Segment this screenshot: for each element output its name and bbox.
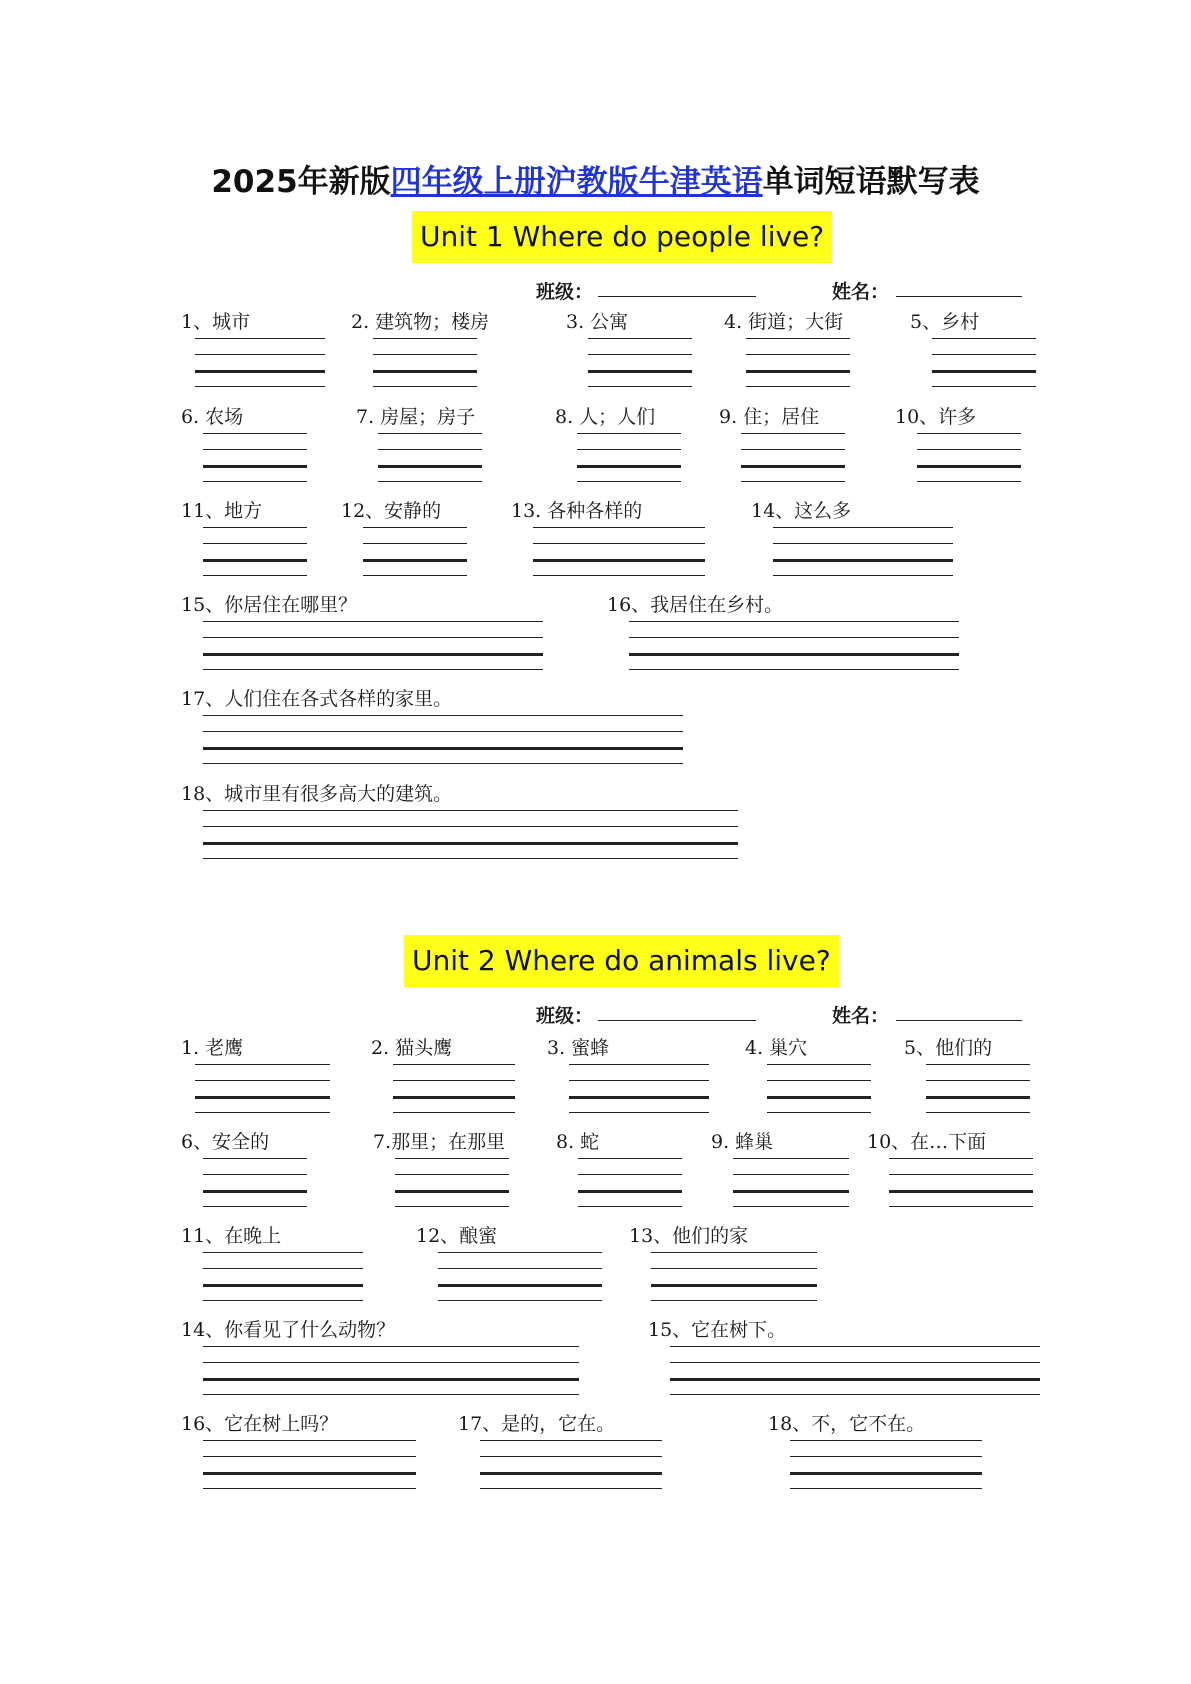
item-label: 1. 老鹰: [181, 1037, 244, 1059]
item-label: 5、他们的: [904, 1037, 993, 1059]
writing-line[interactable]: [480, 1472, 662, 1475]
writing-line[interactable]: [533, 559, 705, 562]
writing-line[interactable]: [741, 465, 845, 468]
writing-line[interactable]: [203, 1346, 579, 1347]
writing-line[interactable]: [203, 1440, 416, 1441]
item-label: 2. 猫头鹰: [371, 1037, 453, 1059]
writing-line[interactable]: [651, 1252, 817, 1253]
writing-line[interactable]: [203, 1488, 416, 1489]
item-label: 8. 蛇: [556, 1131, 600, 1153]
writing-line[interactable]: [203, 1268, 363, 1269]
item-label: 1、城市: [181, 311, 251, 333]
item-label: 4. 巢穴: [745, 1037, 808, 1059]
writing-line[interactable]: [651, 1284, 817, 1287]
item-label: 7. 房屋；房子: [356, 406, 476, 428]
writing-line[interactable]: [577, 465, 681, 468]
writing-line[interactable]: [393, 1112, 515, 1113]
writing-line[interactable]: [733, 1190, 849, 1193]
item-label: 10、许多: [895, 406, 977, 428]
writing-line[interactable]: [917, 433, 1021, 434]
unit-2-heading: Unit 2 Where do animals live?: [404, 935, 839, 987]
writing-line[interactable]: [577, 481, 681, 482]
writing-line[interactable]: [629, 637, 959, 638]
writing-line[interactable]: [203, 715, 683, 716]
item-label: 13. 各种各样的: [511, 500, 643, 522]
item-label: 15、它在树下。: [648, 1319, 787, 1341]
item-label: 7.那里；在那里: [373, 1131, 506, 1153]
item-label: 9. 蜂巢: [711, 1131, 774, 1153]
item-label: 5、乡村: [910, 311, 980, 333]
writing-line[interactable]: [670, 1362, 1040, 1363]
writing-line[interactable]: [203, 1394, 579, 1395]
unit-1-name-blank[interactable]: [896, 296, 1022, 297]
writing-line[interactable]: [363, 527, 467, 528]
writing-line[interactable]: [203, 527, 307, 528]
writing-line[interactable]: [363, 543, 467, 544]
writing-line[interactable]: [932, 354, 1036, 355]
writing-line[interactable]: [395, 1174, 509, 1175]
writing-line[interactable]: [926, 1080, 1030, 1081]
writing-line[interactable]: [203, 1284, 363, 1287]
writing-line[interactable]: [203, 1378, 579, 1381]
item-label: 14、这么多: [751, 500, 852, 522]
item-label: 16、它在树上吗？: [181, 1413, 339, 1435]
writing-line[interactable]: [733, 1174, 849, 1175]
page-title: [0, 156, 1191, 201]
writing-line[interactable]: [480, 1488, 662, 1489]
writing-line[interactable]: [195, 1080, 330, 1081]
item-label: 6. 农场: [181, 406, 244, 428]
writing-line[interactable]: [393, 1064, 515, 1065]
item-label: 18、不，它不在。: [768, 1413, 926, 1435]
item-label: 15、你居住在哪里？: [181, 594, 358, 616]
writing-line[interactable]: [926, 1064, 1030, 1065]
writing-line[interactable]: [480, 1440, 662, 1441]
item-label: 6、安全的: [181, 1131, 270, 1153]
writing-line[interactable]: [926, 1112, 1030, 1113]
writing-line[interactable]: [670, 1394, 1040, 1395]
writing-line[interactable]: [203, 481, 307, 482]
writing-line[interactable]: [393, 1080, 515, 1081]
writing-line[interactable]: [373, 338, 477, 339]
title-link[interactable]: 四年级上册沪教版牛津英语: [390, 164, 763, 200]
item-label: 17、人们住在各式各样的家里。: [181, 688, 453, 710]
writing-line[interactable]: [569, 1080, 709, 1081]
writing-line[interactable]: [578, 1158, 682, 1159]
writing-line[interactable]: [363, 575, 467, 576]
item-label: 12、安静的: [341, 500, 442, 522]
writing-line[interactable]: [773, 575, 953, 576]
writing-line[interactable]: [203, 1362, 579, 1363]
unit-2-class-label: 班级：: [536, 1005, 594, 1027]
writing-line[interactable]: [203, 653, 543, 656]
item-label: 12、酿蜜: [416, 1225, 498, 1247]
writing-line[interactable]: [203, 731, 683, 732]
writing-line[interactable]: [203, 1206, 307, 1207]
writing-line[interactable]: [588, 386, 692, 387]
unit-1-class-label: 班级：: [536, 281, 594, 303]
writing-line[interactable]: [203, 575, 307, 576]
writing-line[interactable]: [569, 1064, 709, 1065]
item-label: 3. 公寓: [566, 311, 629, 333]
writing-line[interactable]: [588, 338, 692, 339]
writing-line[interactable]: [203, 1252, 363, 1253]
writing-line[interactable]: [203, 559, 307, 562]
writing-line[interactable]: [889, 1158, 1033, 1159]
writing-line[interactable]: [195, 370, 325, 373]
writing-line[interactable]: [926, 1096, 1030, 1099]
writing-line[interactable]: [578, 1174, 682, 1175]
writing-line[interactable]: [438, 1300, 602, 1301]
writing-line[interactable]: [378, 433, 482, 434]
writing-line[interactable]: [395, 1206, 509, 1207]
writing-line[interactable]: [203, 858, 738, 859]
item-label: 10、在…下面: [867, 1131, 987, 1153]
writing-line[interactable]: [773, 559, 953, 562]
writing-line[interactable]: [629, 653, 959, 656]
writing-line[interactable]: [203, 810, 738, 811]
writing-line[interactable]: [195, 338, 325, 339]
unit-2-name-label: 姓名：: [832, 1005, 890, 1027]
writing-line[interactable]: [889, 1190, 1033, 1193]
writing-line[interactable]: [203, 747, 683, 750]
writing-line[interactable]: [195, 354, 325, 355]
writing-line[interactable]: [533, 575, 705, 576]
writing-line[interactable]: [395, 1190, 509, 1193]
writing-line[interactable]: [438, 1284, 602, 1287]
unit-1-name-label: 姓名：: [832, 281, 890, 303]
writing-line[interactable]: [790, 1488, 982, 1489]
writing-line[interactable]: [395, 1158, 509, 1159]
writing-line[interactable]: [746, 354, 850, 355]
writing-line[interactable]: [378, 481, 482, 482]
unit-2-name-blank[interactable]: [896, 1020, 1022, 1021]
writing-line[interactable]: [203, 621, 543, 622]
writing-line[interactable]: [670, 1378, 1040, 1381]
writing-line[interactable]: [363, 559, 467, 562]
title-prefix: 2025年新版: [211, 164, 391, 200]
writing-line[interactable]: [577, 433, 681, 434]
writing-line[interactable]: [203, 449, 307, 450]
writing-line[interactable]: [917, 449, 1021, 450]
writing-line[interactable]: [917, 481, 1021, 482]
writing-line[interactable]: [203, 1174, 307, 1175]
writing-line[interactable]: [203, 1158, 307, 1159]
writing-line[interactable]: [733, 1206, 849, 1207]
writing-line[interactable]: [932, 386, 1036, 387]
writing-line[interactable]: [746, 338, 850, 339]
item-label: 4. 街道；大街: [724, 311, 844, 333]
item-label: 2. 建筑物；楼房: [351, 311, 490, 333]
writing-line[interactable]: [889, 1174, 1033, 1175]
writing-line[interactable]: [373, 386, 477, 387]
writing-line[interactable]: [767, 1080, 871, 1081]
writing-line[interactable]: [373, 370, 477, 373]
writing-line[interactable]: [741, 433, 845, 434]
writing-line[interactable]: [746, 370, 850, 373]
writing-line[interactable]: [767, 1112, 871, 1113]
writing-line[interactable]: [203, 433, 307, 434]
writing-line[interactable]: [790, 1456, 982, 1457]
writing-line[interactable]: [773, 543, 953, 544]
writing-line[interactable]: [533, 527, 705, 528]
writing-line[interactable]: [790, 1440, 982, 1441]
item-label: 11、在晚上: [181, 1225, 282, 1247]
unit-1-heading: Unit 1 Where do people live?: [412, 211, 832, 263]
writing-line[interactable]: [917, 465, 1021, 468]
writing-line[interactable]: [932, 338, 1036, 339]
writing-line[interactable]: [651, 1300, 817, 1301]
item-label: 8. 人；人们: [555, 406, 656, 428]
writing-line[interactable]: [889, 1206, 1033, 1207]
writing-line[interactable]: [578, 1206, 682, 1207]
writing-line[interactable]: [203, 1190, 307, 1193]
unit-1-class-blank[interactable]: [598, 296, 756, 297]
writing-line[interactable]: [203, 1456, 416, 1457]
writing-line[interactable]: [670, 1346, 1040, 1347]
writing-line[interactable]: [195, 1064, 330, 1065]
writing-line[interactable]: [203, 637, 543, 638]
writing-line[interactable]: [378, 449, 482, 450]
writing-line[interactable]: [438, 1252, 602, 1253]
writing-line[interactable]: [569, 1096, 709, 1099]
writing-line[interactable]: [651, 1268, 817, 1269]
item-label: 9. 住；居住: [719, 406, 820, 428]
title-suffix: 单词短语默写表: [762, 164, 980, 200]
writing-line[interactable]: [733, 1158, 849, 1159]
writing-line[interactable]: [790, 1472, 982, 1475]
writing-line[interactable]: [578, 1190, 682, 1193]
writing-line[interactable]: [203, 465, 307, 468]
writing-line[interactable]: [932, 370, 1036, 373]
item-label: 17、是的，它在。: [458, 1413, 616, 1435]
writing-line[interactable]: [588, 354, 692, 355]
writing-line[interactable]: [195, 1096, 330, 1099]
writing-line[interactable]: [767, 1096, 871, 1099]
writing-line[interactable]: [203, 669, 543, 670]
writing-line[interactable]: [629, 621, 959, 622]
writing-line[interactable]: [480, 1456, 662, 1457]
writing-line[interactable]: [746, 386, 850, 387]
item-label: 14、你看见了什么动物？: [181, 1319, 396, 1341]
writing-line[interactable]: [203, 826, 738, 827]
writing-line[interactable]: [378, 465, 482, 468]
writing-line[interactable]: [533, 543, 705, 544]
writing-line[interactable]: [203, 842, 738, 845]
writing-line[interactable]: [203, 1472, 416, 1475]
writing-line[interactable]: [203, 1300, 363, 1301]
writing-line[interactable]: [741, 449, 845, 450]
writing-line[interactable]: [569, 1112, 709, 1113]
unit-2-class-blank[interactable]: [598, 1020, 756, 1021]
item-label: 13、他们的家: [629, 1225, 749, 1247]
writing-line[interactable]: [773, 527, 953, 528]
writing-line[interactable]: [629, 669, 959, 670]
writing-line[interactable]: [438, 1268, 602, 1269]
writing-line[interactable]: [195, 1112, 330, 1113]
writing-line[interactable]: [393, 1096, 515, 1099]
writing-line[interactable]: [767, 1064, 871, 1065]
writing-line[interactable]: [203, 763, 683, 764]
item-label: 11、地方: [181, 500, 263, 522]
writing-line[interactable]: [203, 543, 307, 544]
writing-line[interactable]: [741, 481, 845, 482]
item-label: 3. 蜜蜂: [547, 1037, 610, 1059]
item-label: 16、我居住在乡村。: [607, 594, 784, 616]
writing-line[interactable]: [577, 449, 681, 450]
item-label: 18、城市里有很多高大的建筑。: [181, 783, 453, 805]
writing-line[interactable]: [195, 386, 325, 387]
writing-line[interactable]: [588, 370, 692, 373]
writing-line[interactable]: [373, 354, 477, 355]
